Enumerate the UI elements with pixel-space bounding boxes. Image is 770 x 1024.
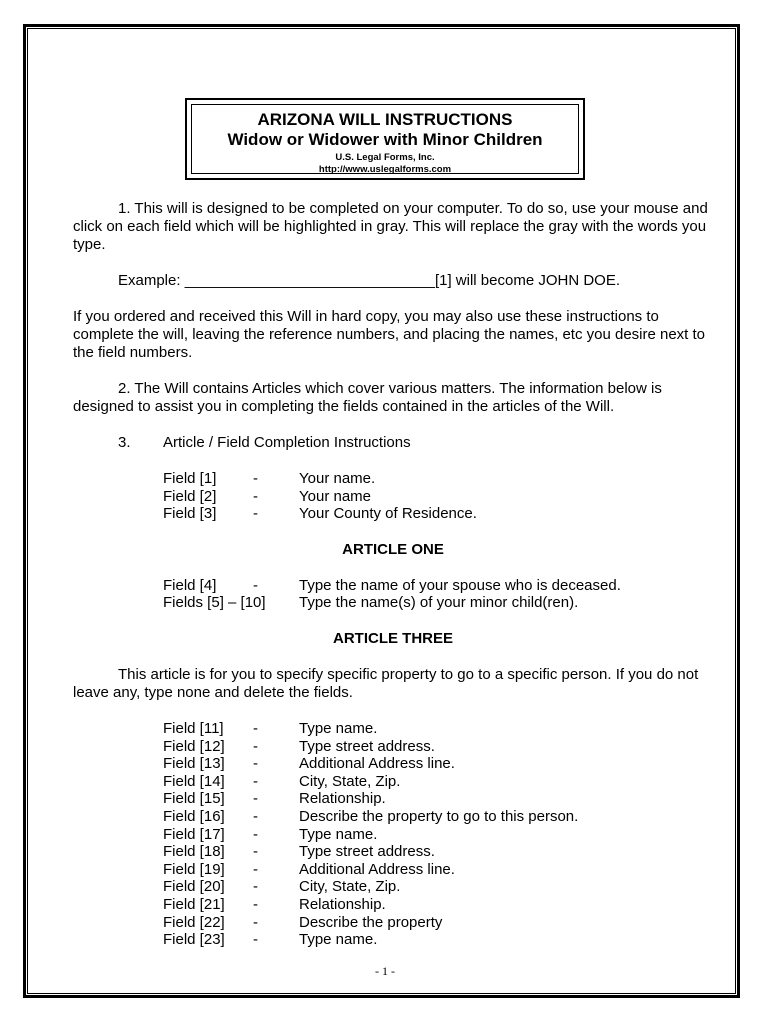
field-dash: - <box>253 931 258 949</box>
company-name: U.S. Legal Forms, Inc. <box>335 152 435 163</box>
field-label: Field [2] <box>163 487 217 505</box>
field-dash: - <box>253 913 258 931</box>
field-label: Field [11] <box>163 719 224 737</box>
paragraph-3 <box>73 434 713 452</box>
field-label: Field [16] <box>163 807 225 825</box>
field-description: Your name <box>299 487 371 505</box>
field-row <box>73 488 713 506</box>
field-dash: - <box>253 895 258 913</box>
field-label: Field [18] <box>163 843 225 861</box>
field-row <box>73 896 713 914</box>
field-description: Relationship. <box>299 895 386 913</box>
field-label: Field [19] <box>163 860 225 878</box>
field-dash: - <box>253 807 258 825</box>
field-description: Type name. <box>299 719 378 737</box>
field-row <box>73 790 713 808</box>
field-description: Type name. <box>299 825 378 843</box>
field-row <box>73 931 713 949</box>
field-label: Field [20] <box>163 878 225 896</box>
field-dash: - <box>253 719 258 737</box>
page-number: - 1 - <box>375 964 395 978</box>
field-row <box>73 755 713 773</box>
paragraph-1 <box>73 200 713 254</box>
field-description: Type name. <box>299 931 378 949</box>
field-description: Type the name of your spouse who is deceased. <box>299 576 621 594</box>
paragraph-3-text: Article / Field Completion Instructions <box>163 434 411 451</box>
field-label: Field [17] <box>163 825 225 843</box>
example-line: Example: ______________________________[1] will become JOHN DOE. <box>118 272 621 289</box>
title-box-inner <box>191 104 579 174</box>
field-description: Your name. <box>299 470 376 487</box>
field-label: Fields [5] – [10] <box>163 594 266 612</box>
field-label: Field [1] <box>163 470 217 487</box>
field-label: Field [12] <box>163 737 225 755</box>
field-row <box>73 861 713 879</box>
article-three-field-list <box>73 720 713 949</box>
document-title: ARIZONA WILL INSTRUCTIONS <box>257 110 513 129</box>
field-row <box>73 878 713 896</box>
article-three-heading: ARTICLE THREE <box>333 629 453 647</box>
article-three-intro: This article is for you to specify specific property to go to a specific person. If you do not leave any, type none and delete the fields. <box>73 665 699 701</box>
paragraph-2: 2. The Will contains Articles which cover various matters. The information below is designed to assist you in completing the fields contained in the articles of the Will. <box>73 380 662 415</box>
field-dash: - <box>253 737 258 755</box>
field-description: Additional Address line. <box>299 860 455 878</box>
field-dash: - <box>253 860 258 878</box>
field-row <box>73 577 713 595</box>
field-row <box>73 773 713 791</box>
field-row <box>73 808 713 826</box>
field-description: Additional Address line. <box>299 755 455 773</box>
field-row <box>73 505 713 523</box>
field-label: Field [4] <box>163 576 217 594</box>
field-label: Field [13] <box>163 755 225 773</box>
field-description: Relationship. <box>299 790 386 808</box>
field-description: City, State, Zip. <box>299 772 401 790</box>
field-dash: - <box>253 487 258 505</box>
field-description: Your County of Residence. <box>299 505 477 523</box>
field-label: Field [15] <box>163 790 225 808</box>
field-description: Describe the property <box>299 913 443 931</box>
field-description: City, State, Zip. <box>299 878 401 896</box>
field-label: Field [14] <box>163 772 225 790</box>
field-dash: - <box>253 505 258 523</box>
field-label: Field [23] <box>163 931 225 949</box>
field-description: Type the name(s) of your minor child(ren). <box>299 594 579 612</box>
paragraph-3-number: 3. <box>118 434 131 451</box>
field-dash: - <box>253 790 258 808</box>
field-row <box>73 843 713 861</box>
field-description: Type street address. <box>299 843 435 861</box>
field-label: Field [22] <box>163 913 225 931</box>
field-dash: - <box>253 755 258 773</box>
document-subtitle: Widow or Widower with Minor Children <box>227 130 543 149</box>
field-dash: - <box>253 843 258 861</box>
company-url[interactable]: http://www.uslegalforms.com <box>318 164 452 175</box>
field-row <box>73 720 713 738</box>
field-row <box>73 470 713 488</box>
field-row <box>73 594 713 612</box>
field-label: Field [21] <box>163 895 225 913</box>
field-dash: - <box>253 825 258 843</box>
field-dash: - <box>253 772 258 790</box>
document-body <box>73 200 713 949</box>
field-dash: - <box>253 576 258 594</box>
field-row <box>73 826 713 844</box>
hardcopy-paragraph: If you ordered and received this Will in hard copy, you may also use these instructions to complete the will, leaving the reference numbers, and placing the names, etc you desire next to the field numbers. <box>73 308 706 361</box>
paragraph-1-text: This will is designed to be completed on your computer. To do so, use your mouse and click on each field which will be highlighted in gray. This will replace the gray with the words you type. <box>73 200 708 253</box>
field-description: Describe the property to go to this person. <box>299 807 579 825</box>
field-dash: - <box>253 470 258 487</box>
field-dash: - <box>253 878 258 896</box>
paragraph-1-number: 1. <box>118 200 131 217</box>
field-row <box>73 914 713 932</box>
article-one-heading: ARTICLE ONE <box>342 540 444 558</box>
field-row <box>73 738 713 756</box>
field-label: Field [3] <box>163 505 217 523</box>
field-description: Type street address. <box>299 737 435 755</box>
title-box <box>185 98 585 180</box>
